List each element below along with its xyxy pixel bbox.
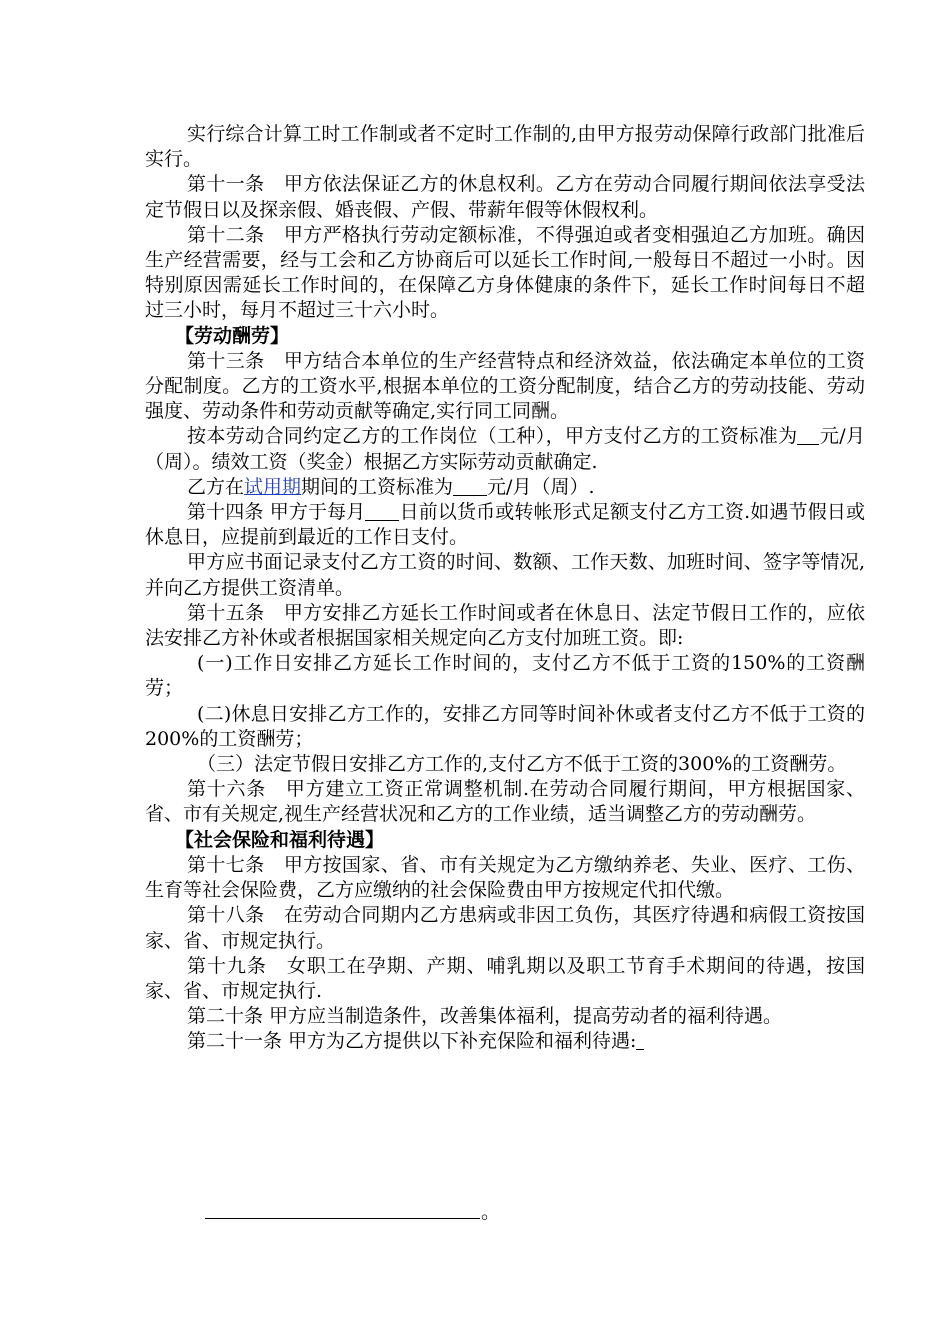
closing-period: 。 bbox=[481, 1201, 501, 1223]
article-21-blank[interactable] bbox=[636, 1030, 644, 1050]
overtime-item-3: （三）法定节假日安排乙方工作的,支付乙方不低于工资的300%的工资酬劳。 bbox=[197, 753, 847, 776]
probation-period-link[interactable]: 试用期 bbox=[244, 475, 302, 498]
wage-standard-text-a: 按本劳动合同约定乙方的工作岗位（工种），甲方支付乙方的工资标准为 bbox=[187, 425, 798, 448]
article-12: 第十二条 甲方严格执行劳动定额标准，不得强迫或者变相强迫乙方加班。确因生产经营需要，经与工会和乙方协商后可以延长工作时间,一般每日不超过一小时。因特别原因需延长工作时间的，在保障乙方身体健康的条件下，延长工作时间每日不超过三小时，每月不超过三十六小时。 bbox=[145, 223, 865, 322]
article-14-text-b: 日前以货币或转帐形式足额支付乙方工资.如遇节假日或休息日，应提前到最近的工作日支付。 bbox=[145, 501, 865, 549]
article-16: 第十六条 甲方建立工资正常调整机制.在劳动合同履行期间，甲方根据国家、省、市有关规定,视生产经营状况和乙方的工作业绩，适当调整乙方的劳动酬劳。 bbox=[145, 778, 865, 826]
article-11: 第十一条 甲方依法保证乙方的休息权利。乙方在劳动合同履行期间依法享受法定节假日以及探亲假、婚丧假、产假、带薪年假等休假权利。 bbox=[145, 173, 865, 221]
probation-wage-blank[interactable] bbox=[453, 476, 487, 496]
overtime-item-1: (一)工作日安排乙方延长工作时间的，支付乙方不低于工资的150%的工资酬劳； bbox=[145, 652, 865, 700]
probation-text-c: 元/月（周）. bbox=[487, 475, 595, 498]
article-18: 第十八条 在劳动合同期内乙方患病或非因工负伤，其医疗待遇和病假工资按国家、省、市规定执行。 bbox=[145, 904, 865, 952]
paragraph-work-hours-approval: 实行综合计算工时工作制或者不定时工作制的,由甲方报劳动保障行政部门批准后实行。 bbox=[145, 123, 865, 171]
pay-day-blank[interactable] bbox=[365, 501, 399, 521]
article-14-text-a: 第十四条 甲方于每月 bbox=[187, 501, 366, 524]
supplementary-benefits-blank[interactable] bbox=[205, 1218, 480, 1219]
overtime-item-2: (二)休息日安排乙方工作的，安排乙方同等时间补休或者支付乙方不低于工资的200%的工资酬劳； bbox=[145, 702, 865, 750]
section-heading-labor-pay: 【劳动酬劳】 bbox=[175, 324, 290, 347]
wage-standard-text-b: 元/月（周）。绩效工资（奖金）根据乙方实际劳动贡献确定. bbox=[145, 425, 865, 473]
wage-amount-blank[interactable] bbox=[797, 425, 819, 445]
article-21 bbox=[145, 1029, 865, 1054]
article-17: 第十七条 甲方按国家、省、市有关规定为乙方缴纳养老、失业、医疗、工伤、生育等社会保险费，乙方应缴纳的社会保险费由甲方按规定代扣代缴。 bbox=[145, 853, 865, 902]
section-heading-social-insurance: 【社会保险和福利待遇】 bbox=[175, 828, 385, 851]
paragraph-wage-records: 甲方应书面记录支付乙方工资的时间、数额、工作天数、加班时间、签字等情况,并向乙方提供工资清单。 bbox=[145, 551, 865, 599]
article-13: 第十三条 甲方结合本单位的生产经营特点和经济效益，依法确定本单位的工资分配制度。乙方的工资水平,根据本单位的工资分配制度，结合乙方的劳动技能、劳动强度、劳动条件和劳动贡献等确定,实行同工同酬。 bbox=[145, 349, 865, 423]
probation-text-a: 乙方在 bbox=[187, 475, 245, 498]
probation-text-b: 期间的工资标准为 bbox=[301, 475, 454, 498]
article-19: 第十九条 女职工在孕期、产期、哺乳期以及职工节育手术期间的待遇，按国家、省、市规定执行. bbox=[145, 954, 865, 1002]
article-20: 第二十条 甲方应当制造条件，改善集体福利，提高劳动者的福利待遇。 bbox=[187, 1005, 783, 1028]
article-21-text: 第二十一条 甲方为乙方提供以下补充保险和福利待遇: bbox=[187, 1030, 637, 1053]
article-15: 第十五条 甲方安排乙方延长工作时间或者在休息日、法定节假日工作的，应依法安排乙方补休或者根据国家相关规定向乙方支付加班工资。即: bbox=[145, 601, 865, 650]
paragraph-wage-standard bbox=[145, 424, 865, 474]
article-14 bbox=[145, 500, 865, 550]
paragraph-probation-wage bbox=[145, 475, 865, 500]
document-body bbox=[145, 122, 865, 1055]
